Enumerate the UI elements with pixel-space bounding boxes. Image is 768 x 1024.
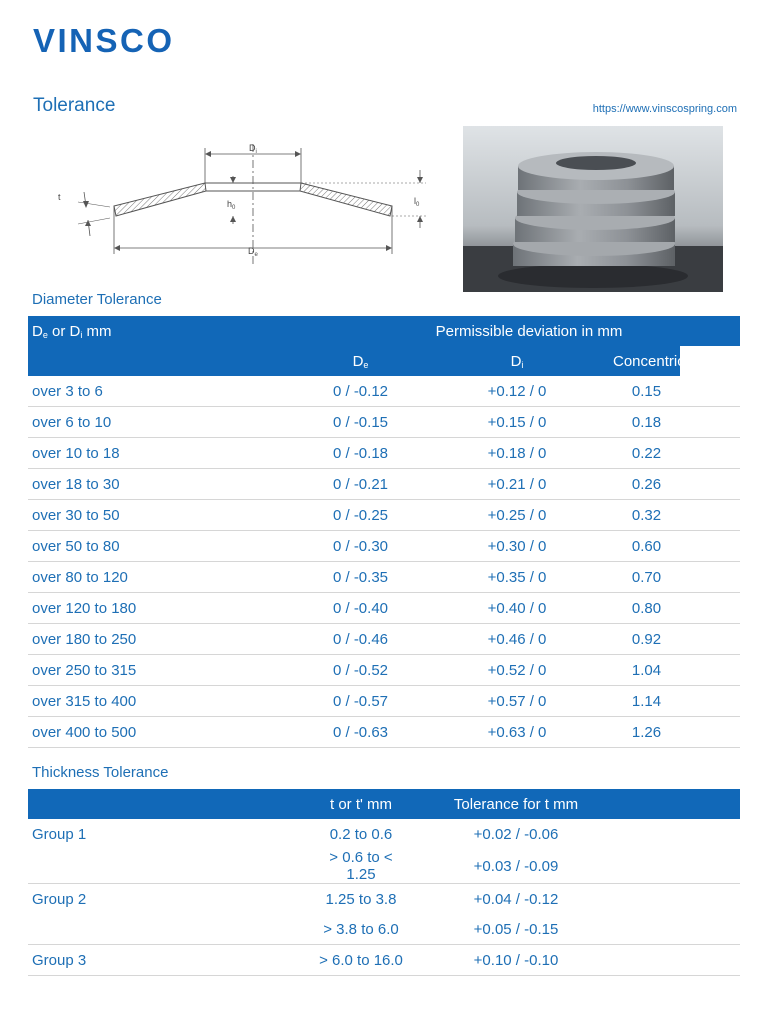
cell-de: 0 / -0.15 [258, 407, 403, 438]
disc-spring-diagram [48, 136, 438, 268]
cell-empty [666, 819, 740, 849]
table-row [28, 407, 740, 438]
cell-de: 0 / -0.18 [258, 438, 403, 469]
cell-range: over 120 to 180 [28, 593, 258, 624]
cell-group: Group 1 [32, 825, 87, 843]
table-row [28, 624, 740, 655]
cell-range: over 10 to 18 [28, 438, 258, 469]
cell-concentricity: 0.92 [613, 624, 680, 655]
cell-tolerance: +0.04 / -0.12 [473, 890, 559, 908]
cell-concentricity: 1.14 [613, 686, 680, 717]
h0-label: $h_0$ [227, 199, 236, 211]
de-label: $D_e$ [248, 246, 258, 258]
table-row [28, 376, 740, 407]
cell-thickness: > 3.8 to 6.0 [258, 914, 406, 945]
cell-empty [666, 914, 740, 945]
cell-range: over 250 to 315 [28, 655, 258, 686]
cell-concentricity: 1.26 [613, 717, 680, 748]
brand-logo: VINSCO [33, 22, 175, 59]
cell-de: 0 / -0.35 [258, 562, 403, 593]
cell-range: over 400 to 500 [28, 717, 258, 748]
cell-thickness: 0.2 to 0.6 [329, 825, 393, 843]
cell-range: over 315 to 400 [28, 686, 258, 717]
table-row [28, 562, 740, 593]
cell-concentricity: 0.26 [613, 469, 680, 500]
cell-concentricity: 0.15 [613, 376, 680, 407]
cell-concentricity: 0.70 [613, 562, 680, 593]
cell-tolerance: +0.10 / -0.10 [406, 945, 666, 976]
cell-de: 0 / -0.40 [258, 593, 403, 624]
t-label: t [58, 192, 61, 202]
header-de: $D_e$ [258, 346, 403, 376]
cell-range: over 30 to 50 [28, 500, 258, 531]
cell-range: over 180 to 250 [28, 624, 258, 655]
header-concentricity: Concentricity [613, 346, 680, 376]
cell-di: +0.52 / 0 [403, 655, 673, 686]
cell-de: 0 / -0.52 [258, 655, 403, 686]
cell-di: +0.57 / 0 [403, 686, 673, 717]
table-row [28, 914, 740, 945]
cell-de: 0 / -0.25 [258, 500, 403, 531]
cell-concentricity: 0.18 [613, 407, 680, 438]
page-title: Tolerance [33, 95, 116, 116]
table-row [28, 500, 740, 531]
cell-range: over 50 to 80 [28, 531, 258, 562]
cell-concentricity: 0.22 [613, 438, 680, 469]
cell-group [28, 914, 258, 945]
table-row [28, 593, 740, 624]
cell-concentricity: 1.04 [613, 655, 680, 686]
cell-di: +0.21 / 0 [403, 469, 673, 500]
thickness-tolerance-heading: Thickness Tolerance [32, 764, 169, 781]
cell-thickness: > 6.0 to 16.0 [258, 945, 406, 976]
cell-di: +0.25 / 0 [403, 500, 673, 531]
cell-empty [666, 849, 740, 884]
cell-tolerance: +0.05 / -0.15 [406, 914, 666, 945]
cell-de: 0 / -0.46 [258, 624, 403, 655]
cell-tolerance: +0.03 / -0.09 [406, 849, 666, 884]
cell-thickness: > 0.6 to < 1.25 [258, 849, 406, 884]
diameter-tolerance-heading: Diameter Tolerance [32, 291, 162, 308]
cell-thickness: 1.25 to 3.8 [325, 890, 397, 908]
cell-concentricity: 0.32 [613, 500, 680, 531]
table-row [28, 655, 740, 686]
cell-group: Group 2 [32, 890, 87, 908]
cell-range: over 6 to 10 [28, 407, 258, 438]
cell-di: +0.63 / 0 [403, 717, 673, 748]
cell-de: 0 / -0.21 [258, 469, 403, 500]
cell-group: Group 3 [28, 945, 258, 976]
table-row [28, 945, 740, 976]
l0-label: $l_0$ [414, 196, 420, 208]
cell-di: +0.46 / 0 [403, 624, 673, 655]
table-row [28, 531, 740, 562]
cell-di: +0.30 / 0 [403, 531, 673, 562]
website-link[interactable]: https://www.vinscospring.com [592, 103, 737, 115]
cell-concentricity: 0.80 [613, 593, 680, 624]
cell-range: over 18 to 30 [28, 469, 258, 500]
cell-group [28, 849, 258, 884]
thickness-tolerance-table [28, 789, 740, 976]
table-row [28, 849, 740, 884]
disc-spring-photo [463, 126, 723, 292]
cell-di: +0.40 / 0 [403, 593, 673, 624]
cell-tolerance: +0.02 / -0.06 [473, 825, 559, 843]
cell-di: +0.35 / 0 [403, 562, 673, 593]
table-row [28, 819, 740, 849]
cell-empty [666, 945, 740, 976]
header-diameter: $D_e$ or $D_i$ mm [28, 316, 258, 346]
cell-di: +0.12 / 0 [403, 376, 673, 407]
cell-de: 0 / -0.12 [258, 376, 403, 407]
cell-di: +0.15 / 0 [403, 407, 673, 438]
header-permissible-deviation: Permissible deviation in mm [258, 316, 740, 346]
table-row [28, 717, 740, 748]
table-row [28, 884, 740, 915]
table-row [28, 686, 740, 717]
table-row [28, 469, 740, 500]
header-di: $D_i$ [403, 346, 673, 376]
header-thickness: t or t' mm [258, 789, 406, 819]
cell-de: 0 / -0.63 [258, 717, 403, 748]
cell-di: +0.18 / 0 [403, 438, 673, 469]
cell-range: over 80 to 120 [28, 562, 258, 593]
cell-range: over 3 to 6 [28, 376, 258, 407]
header-thickness-tolerance: Tolerance for t mm [406, 789, 666, 819]
table-row [28, 438, 740, 469]
cell-de: 0 / -0.30 [258, 531, 403, 562]
cell-de: 0 / -0.57 [258, 686, 403, 717]
cell-concentricity: 0.60 [613, 531, 680, 562]
diameter-tolerance-table [28, 316, 740, 748]
di-label: $D_i$ [249, 143, 257, 155]
cell-empty [666, 884, 740, 915]
header-group [28, 789, 258, 819]
